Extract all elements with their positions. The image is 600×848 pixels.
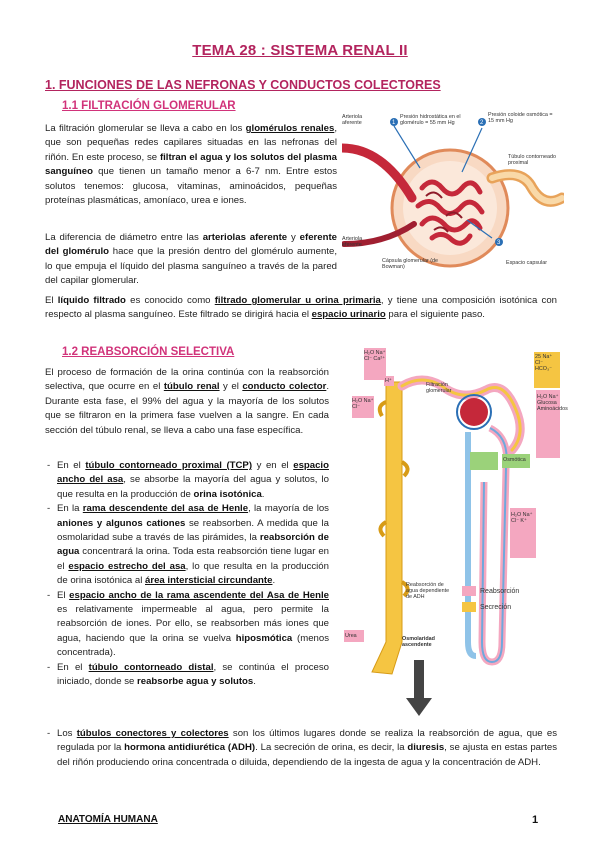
list-item: - En el túbulo contorneado proximal (TCP) y en el espacio ancho del asa, se absorbe la mayoría del agua y solutos, lo que resulta en la producción de orina isotónica. (45, 459, 329, 502)
label-arteriola-eferente: Arteriola eferente (342, 236, 363, 249)
box-right-top-label: 25 Na⁺ Cl⁻ HCO₃⁻ (535, 354, 553, 373)
label-tubulo-proximal: Túbulo contorneado proximal (508, 154, 556, 167)
box-right-low-label: H₂O Na⁺ Cl⁻ K⁺ (511, 512, 533, 525)
box-right-mid-label: H₂O Na⁺ Glucosa Aminoácidos (537, 394, 568, 413)
label-presion-hidrostatica: Presión hidrostática en el glomérulo = 55 mm Hg (400, 114, 461, 127)
subsection-heading-1-2: 1.2 REABSORCIÓN SELECTIVA (62, 346, 235, 358)
box-top-left-label: H₂O Na⁺ Cl⁻ Ca²⁺ (364, 350, 386, 363)
list-item: - El espacio ancho de la rama ascendente del Asa de Henle es relativamente impermeable al agua, pero permite la reabsorción de iones. Por ello, se reabsorben más iones que agua, haciendo que la orina se vuelva hiposmótica (menos concentrada). (45, 589, 329, 661)
label-arteriola-aferente: Arteriola aferente (342, 114, 363, 127)
nephron-illustration (342, 342, 568, 724)
footer-page-number: 1 (532, 814, 539, 826)
subsection-heading-1-1: 1.1 FILTRACIÓN GLOMERULAR (62, 100, 236, 112)
fig1-number-3: 3 (497, 240, 501, 246)
paragraph-filtracion-1: La filtración glomerular se lleva a cabo en los glomérulos renales, que son pequeñas redes capilares situadas en las nefronas del riñón. En este proceso, se filtran el agua y los solutos del plasma sanguíneo que tienen un tamaño menor a 6-7 nm. Entre estos solutos tenemos: glucosa, vitaminas, aminoácidos, pequeñas proteínas plasmáticas, amoníaco, urea e iones. (45, 123, 338, 207)
label-espacio-capsular: Espacio capsular (506, 260, 548, 266)
fig1-number-1: 1 (392, 120, 396, 126)
reabsorcion-list (45, 459, 329, 690)
section-heading-1: 1. FUNCIONES DE LAS NEFRONAS Y CONDUCTOS COLECTORES (45, 78, 441, 92)
legend-reabsorcion-swatch (462, 586, 476, 596)
box-tip-label: H⁺ (385, 378, 392, 384)
label-reabsorcion-agua: Reabsorción de agua dependiente de ADH (406, 582, 450, 601)
page-title: TEMA 28 : SISTEMA RENAL II (192, 42, 408, 59)
label-presion-coloide: Presión coloide osmótica = 15 mm Hg (488, 112, 553, 125)
list-item: - Los túbulos conectores y colectores son los últimos lugares donde se realiza la reabsorción de agua, que es regulada por la hormona antidiurética (ADH). La secreción de orina, es decir, la diuresis, se ajusta en estas partes del riñón produciendo orina concentrada o diluida, dependiendo de la ingesta de agua y la concentración de ADH. (45, 727, 557, 770)
footer-course: ANATOMÍA HUMANA (58, 814, 158, 825)
box-left-low-label: Urea (345, 633, 357, 639)
paragraph-filtracion-2: La diferencia de diámetro entre las arteriolas aferente y eferente del glomérulo hace que la presión dentro del glomérulo aumente, lo que empuja el líquido del plasma sanguíneo a través de la pared del capilar glomerular. (45, 232, 337, 287)
legend-secrecion-label: Secreción (480, 604, 512, 611)
nephron-figure (342, 342, 568, 724)
paragraph-reabsorcion-intro: El proceso de formación de la orina continúa con la reabsorción selectiva, que ocurre en el túbulo renal y el conducto colector. Durante esta fase, el 99% del agua y la mayoría de los solutos que se filtraron en la primera fase vuelven a la sangre. En cada sección del túbulo renal, se lleva a cabo una fase específica. (45, 367, 329, 436)
legend-reabsorcion-label: Reabsorción (480, 588, 520, 595)
label-capsula-glomerular: Cápsula glomerular (de Bowman) (382, 258, 439, 271)
list-item: - En el túbulo contorneado distal, se continúa el proceso iniciado, donde se reabsorbe agua y solutos. (45, 661, 329, 690)
box-left-mid-label: H₂O Na⁺ Cl⁻ (352, 398, 374, 411)
label-filtracion-glomerular: Filtración glomerular (426, 382, 452, 395)
reabsorcion-list-continued (45, 727, 557, 770)
label-osmolaridad-ascendente: Osmolaridad ascendente (402, 636, 435, 649)
glomerulus-illustration (342, 108, 564, 278)
fig1-number-2: 2 (480, 120, 484, 126)
list-item: - En la rama descendente del asa de Henle, la mayoría de los aniones y algunos cationes se reabsorben. A medida que la osmolaridad sube a través de las pirámides, la reabsorción de agua concentrará la orina. Toda esta reabsorción tiene lugar en el espacio estrecho del asa, lo que resulta en la producción de orina isotónica al área intersticial circundante. (45, 502, 329, 588)
legend-secrecion-swatch (462, 602, 476, 612)
glomerulus-figure (342, 108, 564, 278)
box-osmotica-label: Osmótica (503, 457, 526, 463)
paragraph-filtracion-3: El líquido filtrado es conocido como filtrado glomerular u orina primaria, y tiene una composición isotónica con respecto al plasma sanguíneo. Este filtrado se dirigirá hacia el espacio urinario para el siguiente paso. (45, 295, 557, 321)
